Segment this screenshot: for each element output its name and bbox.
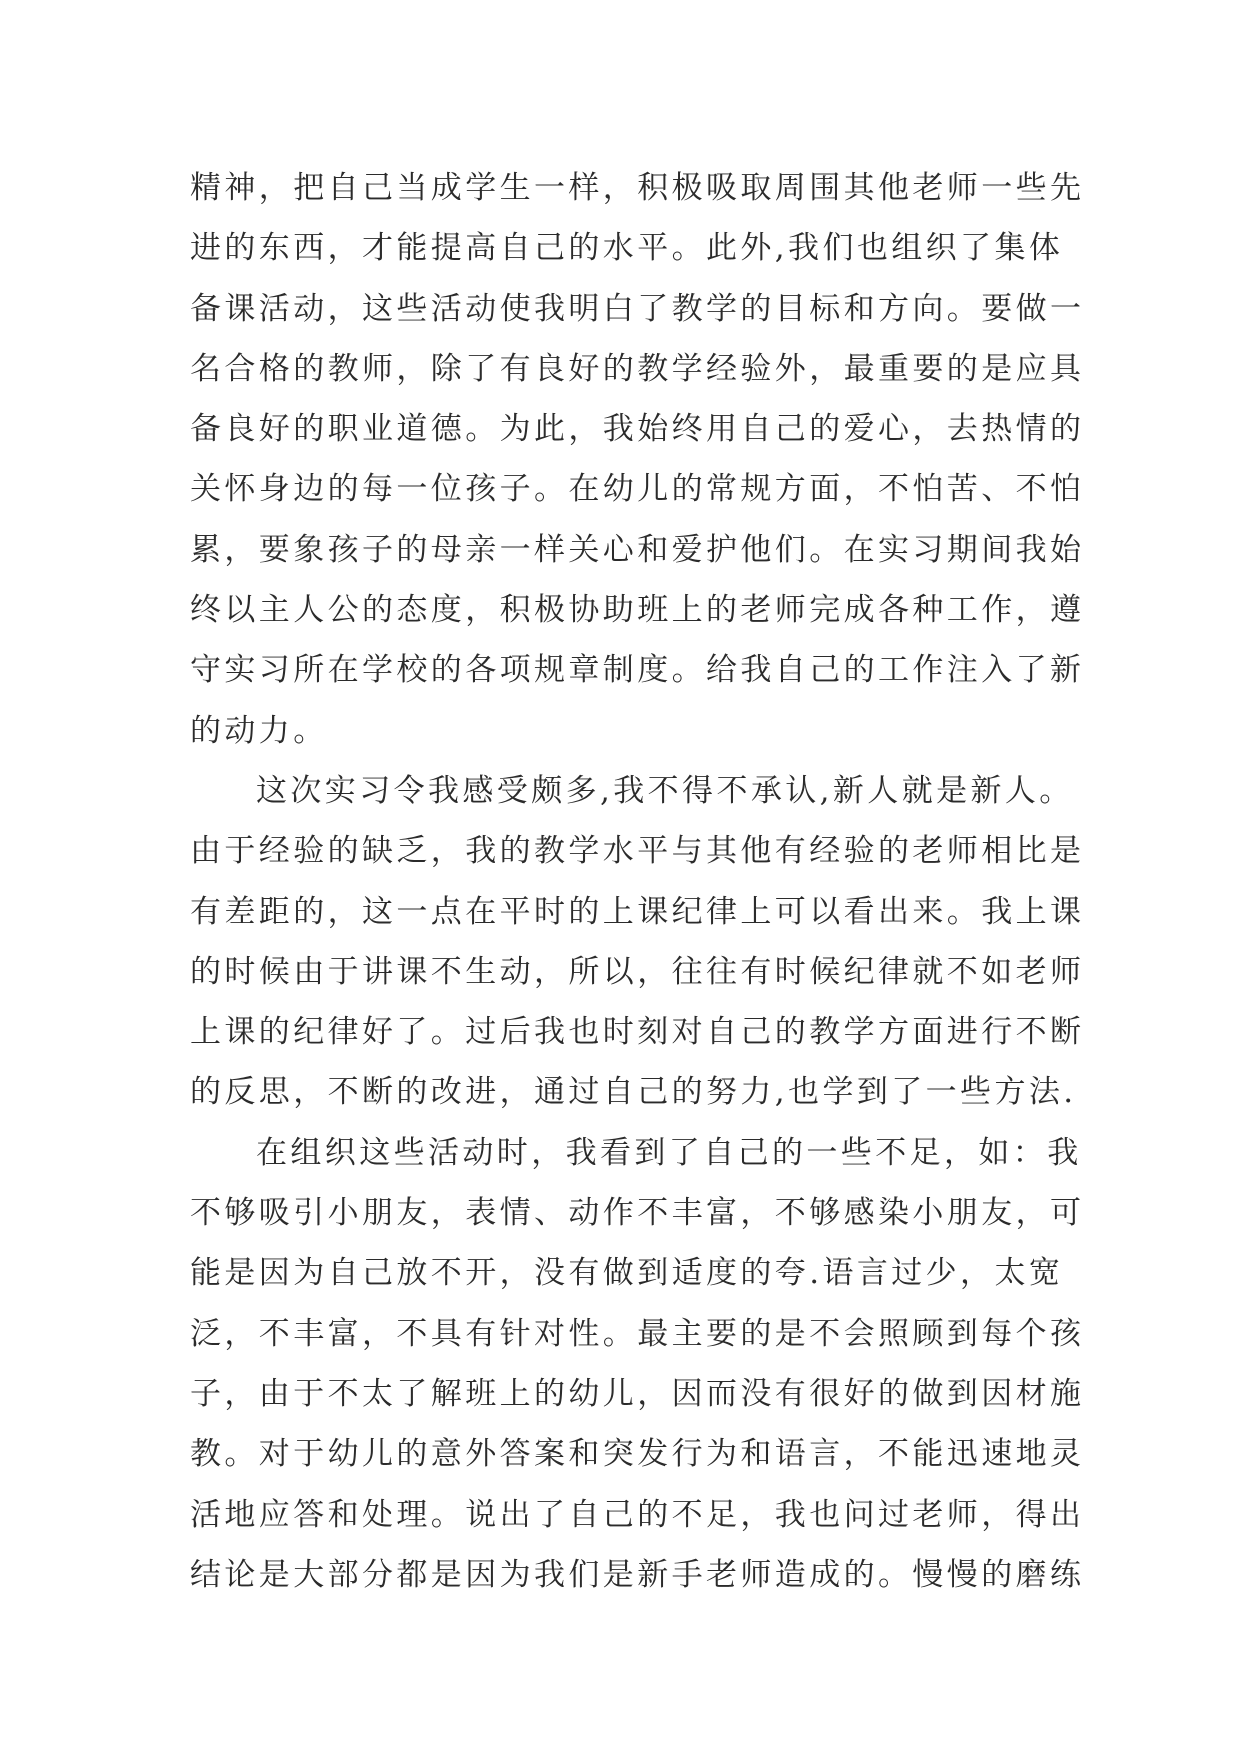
text-line: 不够吸引小朋友，表情、动作不丰富，不够感染小朋友，可 bbox=[190, 1195, 1085, 1232]
text-line: 活地应答和处理。说出了自己的不足，我也问过老师，得出 bbox=[190, 1496, 1085, 1533]
text-line: 由于经验的缺乏，我的教学水平与其他有经验的老师相比是 bbox=[190, 833, 1085, 870]
text-line: 备课活动，这些活动使我明白了教学的目标和方向。要做一 bbox=[190, 290, 1085, 327]
text-line: 备良好的职业道德。为此，我始终用自己的爱心，去热情的 bbox=[190, 411, 1085, 448]
text-line: 进的东西，才能提高自己的水平。此外,我们也组织了集体 bbox=[190, 230, 1064, 267]
text-line: 的反思，不断的改进，通过自己的努力,也学到了一些方法. bbox=[190, 1074, 1077, 1111]
paragraph-first-line: 在组织这些活动时，我看到了自己的一些不足，如：我 bbox=[256, 1134, 1082, 1171]
paragraph-first-line: 这次实习令我感受颇多,我不得不承认,新人就是新人。 bbox=[256, 772, 1074, 809]
text-line: 精神，把自己当成学生一样，积极吸取周围其他老师一些先 bbox=[190, 170, 1085, 206]
text-line: 的时候由于讲课不生动，所以，往往有时候纪律就不如老师 bbox=[190, 953, 1085, 990]
text-line: 上课的纪律好了。过后我也时刻对自己的教学方面进行不断 bbox=[190, 1014, 1085, 1051]
text-line: 名合格的教师，除了有良好的教学经验外，最重要的是应具 bbox=[190, 350, 1085, 387]
body-text bbox=[190, 158, 1085, 1605]
text-line: 泛，不丰富，不具有针对性。最主要的是不会照顾到每个孩 bbox=[190, 1315, 1085, 1352]
text-line: 有差距的，这一点在平时的上课纪律上可以看出来。我上课 bbox=[190, 893, 1085, 930]
text-line: 能是因为自己放不开，没有做到适度的夸.语言过少，太宽 bbox=[190, 1255, 1064, 1292]
text-line: 累，要象孩子的母亲一样关心和爱护他们。在实习期间我始 bbox=[190, 531, 1085, 568]
text-line: 关怀身边的每一位孩子。在幼儿的常规方面，不怕苦、不怕 bbox=[190, 471, 1085, 508]
text-line: 的动力。 bbox=[190, 712, 328, 749]
text-line: 结论是大部分都是因为我们是新手老师造成的。慢慢的磨练 bbox=[190, 1556, 1085, 1593]
text-line: 终以主人公的态度，积极协助班上的老师完成各种工作，遵 bbox=[190, 592, 1085, 629]
text-line: 守实习所在学校的各项规章制度。给我自己的工作注入了新 bbox=[190, 652, 1085, 689]
text-line: 教。对于幼儿的意外答案和突发行为和语言，不能迅速地灵 bbox=[190, 1436, 1085, 1473]
text-line: 子，由于不太了解班上的幼儿，因而没有很好的做到因材施 bbox=[190, 1375, 1085, 1412]
